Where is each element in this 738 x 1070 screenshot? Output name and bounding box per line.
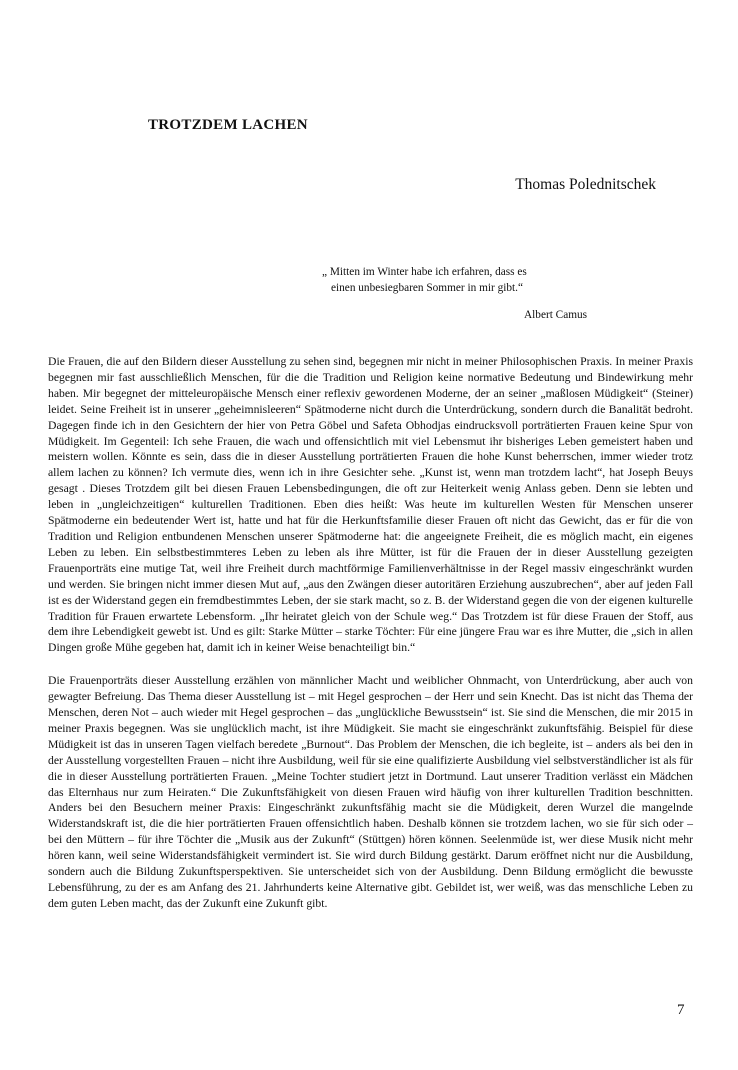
paragraph: Die Frauenporträts dieser Ausstellung erzählen von männlicher Macht und weiblicher Ohnmacht, von Unterdrückung, aber auch von gewagter Befreiung. Das Thema dieser Ausstellung ist – mit Hegel gesprochen – der Herr und sein Knecht. Das ist nicht das Thema der Menschen, deren Not – auch wieder mit Hegel gesprochen – das „unglückliche Bewusstsein“ ist. Sie sind die Menschen, die mir 2015 in meiner Praxis begegnen. Was sie unglücklich macht, ist ihre Müdigkeit. Sie macht sie eingeschränkt zukunftsfähig. Beispiel für diese Müdigkeit ist das in unseren Tagen vielfach beredete „Burnout“. Das Problem der Menschen, die ich begleite, ist – anders als bei den in der Ausstellung vorgestellten Frauen – nicht ihre Ausbildung, weil für sie eine qualifizierte Ausbildung viel selbstverständlicher ist als für die in dieser Ausstellung porträtierten Frauen. „Meine Tochter studiert jetzt in Dortmund. Laut unserer Tradition verlässt ein Mädchen das Elternhaus nur zum Heiraten.“ Die Zukunftsfähigkeit von diesen Frauen wird häufig von ihrer kulturellen Tradition beschnitten. Anders bei den Besuchern meiner Praxis: Eingeschränkt zukunftsfähig macht sie die Müdigkeit, deren Wurzel die mangelnde Widerstandskraft ist, die die hier porträtierten Frauen offensichtlich haben. Deshalb können sie trotzdem lachen, wo sie für sich oder – bei den Müttern – für ihre Töchter die „Musik aus der Zukunft“ (Stüttgen) hören können. Seelenmüde ist, wer diese Musik nicht mehr hören kann, weil seine Widerstandsfähigkeit vermindert ist. Sie wird durch Bildung gestärkt. Darum eröffnet nicht nur die Ausbildung, sondern auch die Bildung Zukunftsperspektiven. Sie unterscheidet sich von der Ausbildung. Denn Bildung ermöglicht die bewusste Lebensführung, zu der es am Anfang des 21. Jahrhunderts keine Alternative gibt. Gebildet ist, wer weiß, was das menschliche Leben zu dem guten Leben macht, das der Zukunft eine Zukunft gibt. [48,674,693,910]
page-number: 7 [677,1002,685,1018]
paragraph: Die Frauen, die auf den Bildern dieser Ausstellung zu sehen sind, begegnen mir nicht in meiner Philosophischen Praxis. In meiner Praxis begegnen mir fast ausschließlich Menschen, für die die Tradition und Religion keine normative Bedeutung und Bindewirkung mehr haben. Mir begegnet der mitteleuropäische Mensch einer reflexiv gewordenen Moderne, der an seiner „maßlosen Müdigkeit“ (Steiner) leidet. Seine Freiheit ist in unserer „geheimnisleeren“ Spätmoderne nicht durch die Unterdrückung, sondern durch die Banalität bedroht. Dagegen finde ich in den Gesichtern der hier von Petra Göbel und Safeta Obhodjas eindrucksvoll porträtierten Frauen keine Spur von Müdigkeit. Im Gegenteil: Ich sehe Frauen, die wach und offensichtlich mit viel Lebensmut ihr bisheriges Leben gemeistert haben und meistern wollen. Könnte es sein, dass die in dieser Ausstellung porträtierten Frauen die hohe Kunst beherrschen, immer wieder trotz allem lachen zu können? Ich vermute dies, wenn ich in ihre Gesichter sehe. „Kunst ist, wenn man trotzdem lacht“, hat Joseph Beuys gesagt . Dieses Trotzdem gilt bei diesen Frauen Lebensbedingungen, die oft zur Heiterkeit wenig Anlass geben. Denn sie lebten und leben in „ungleichzeitigen“ kulturellen Traditionen. Eben dies heißt: Was heute im kulturellen Westen für Menschen unserer Spätmoderne ein bedeutender Wert ist, hatte und hat für die Herkunftsfamilie dieser Frauen oft nicht das Gewicht, das er für die von Tradition und Religion entbundenen Menschen unserer Spätmoderne hat: die angeeignete Freiheit, die es möglich macht, ein eigenes Leben zu leben. Ein selbstbestimmteres Leben zu leben als ihre Mütter, ist für die Frauen der in dieser Ausstellung gezeigten Frauenporträts eine mutige Tat, weil ihre Freiheit durch machtförmige Familienverhältnisse in der Regel massiv eingeschränkt wurden und werden. Sie bringen nicht immer diesen Mut auf, „aus den Zwängen dieser autoritären Erziehung auszubrechen“, aber auf jeden Fall ist es der Widerstand gegen ein fremdbestimmtes Leben, der sie stark macht, so z. B. der Widerstand gegen die von der eigenen kulturelle Tradition für Frauen erwartete Lebensform. „Ihr heiratet gleich von der Schule weg.“ Das Trotzdem ist für diese Frauen der Stoff, aus dem ihre Lebendigkeit gewebt ist. Und es gilt: Starke Mütter – starke Töchter: Für eine jüngere Frau war es ihre Mutter, die „sich in allen Dingen große Mühe gegeben hat, damit ich in keiner Weise benachteiligt bin.“ [48,355,693,655]
epigraph-line-2: einen unbesiegbaren Sommer in mir gibt.“ [331,282,523,294]
document-title: TROTZDEM LACHEN [148,117,308,133]
body-text [48,354,693,929]
epigraph-line-1: „ Mitten im Winter habe ich erfahren, dass es [322,266,527,278]
author-name: Thomas Polednitschek [515,176,656,193]
epigraph-author: Albert Camus [524,309,588,321]
epigraph [322,264,622,296]
